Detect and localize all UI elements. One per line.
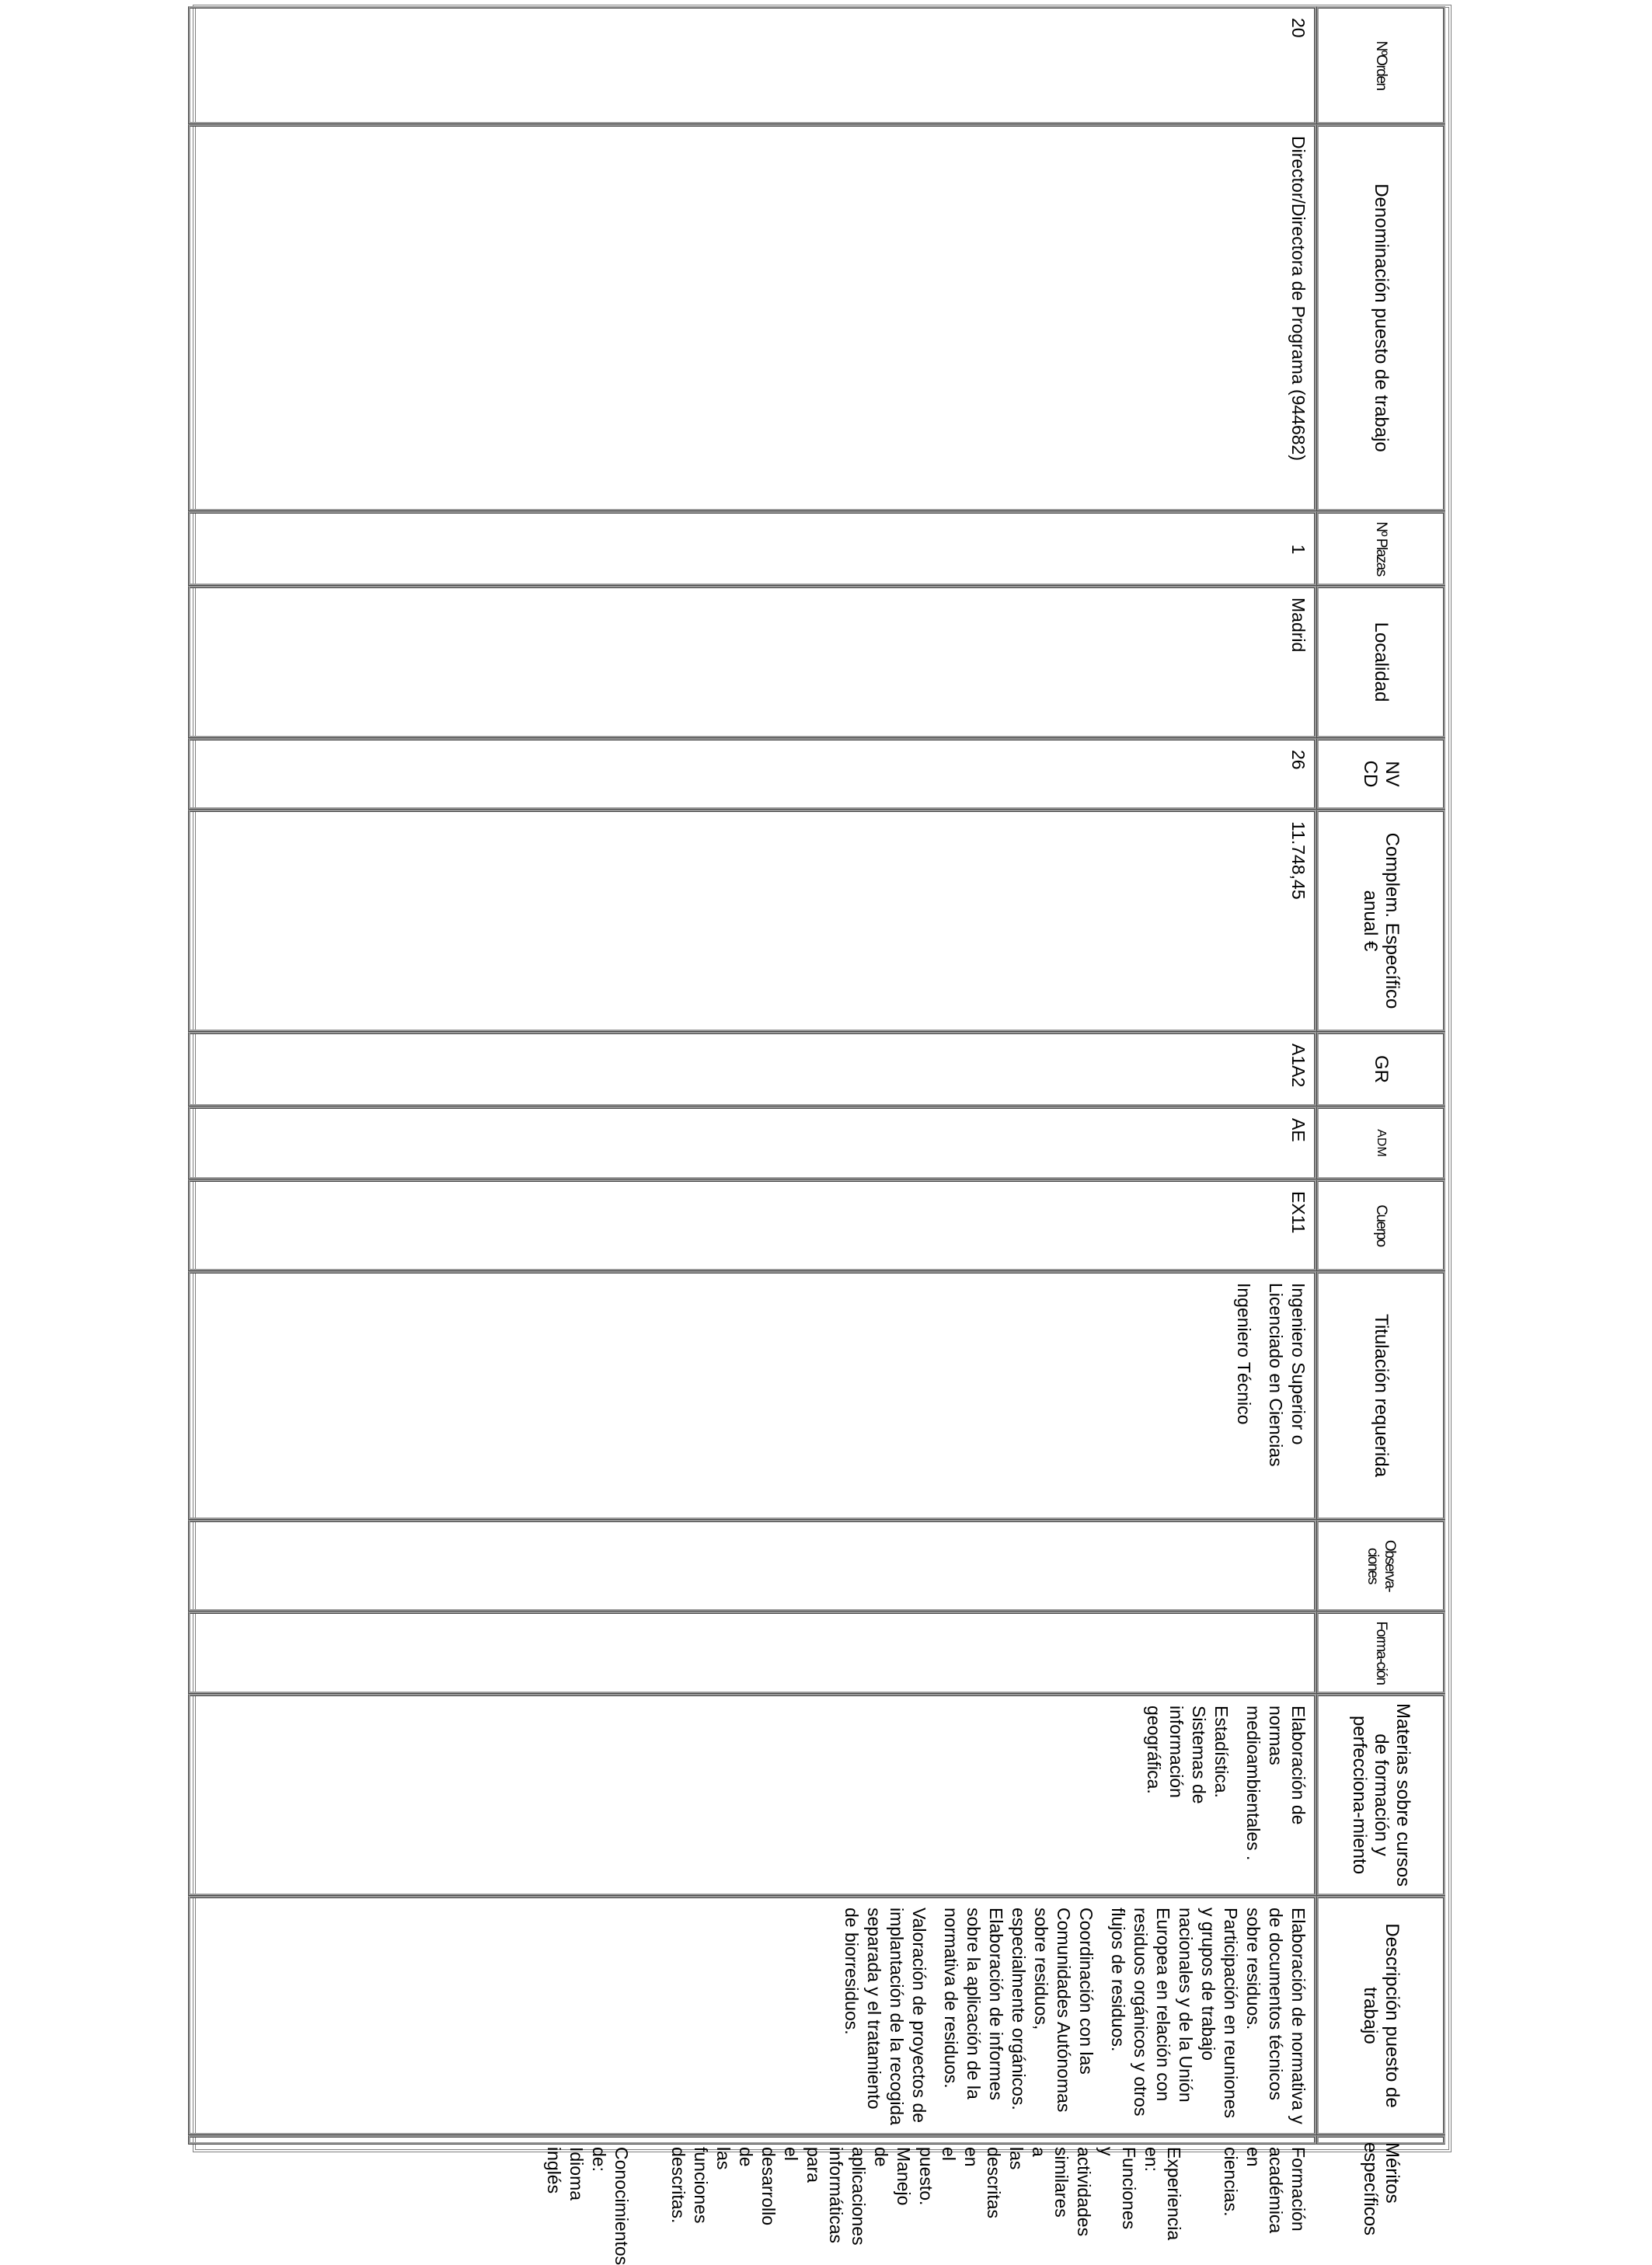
header-orden: NºOrden [1316,6,1445,124]
header-denominacion: Denominación puesto de trabajo [1316,124,1445,511]
header-formacion: Forma-ción [1316,1612,1445,1694]
cell-cuerpo: EX11 [188,1180,1316,1271]
descripcion-item: Coordinación con las Comunidades Autónomas sobre residuos, especialmente orgánicos. [1009,1908,1096,2113]
header-nv-cd: NV CD [1316,738,1445,810]
header-localidad: Localidad [1316,586,1445,738]
table-header-row [1316,6,1445,2145]
cell-meritos: Formación académica en ciencias. Experiencia en: Funciones y actividades similares a las descritas en el puesto. Manejo de aplicaciones informáticas para el desarrollo de las funciones descritas. Conocimientos de: Idioma inglés [188,2135,1316,2145]
header-adm: ADM [1316,1106,1445,1180]
header-plazas: Nº Plazas [1316,511,1445,586]
header-materias: Materias sobre cursos de formación y perfecciona-miento [1316,1694,1445,1896]
descripcion-item: Elaboración de normativa y de documentos técnicos sobre residuos. [1243,1908,1309,2124]
descripcion-item: Valoración de proyectos de implantación de la recogida separada y el tratamiento de biorresiduos. [842,1908,929,2126]
cell-observaciones [188,1520,1316,1612]
header-cuerpo: Cuerpo [1316,1180,1445,1271]
cell-denominacion: Director/Directora de Programa (944682) [188,124,1316,511]
descripcion-item: Elaboración de informes sobre la aplicación de la normativa de residuos. [941,1908,1006,2101]
titulacion-item: Ingeniero Técnico [1234,1283,1254,1425]
header-gr: GR [1316,1032,1445,1106]
titulacion-item: Ingeniero Superior o Licenciado en Ciencias [1266,1283,1309,1467]
descripcion-item: Participación en reuniones y grupos de trabajo nacionales y de la Unión Europea en relación con residuos orgánicos y otros flujos de residuos. [1108,1908,1241,2119]
cell-formacion [188,1612,1316,1694]
header-meritos: Méritos específicos [1316,2135,1445,2145]
materia-item: Elaboración de normas medioambientales . [1243,1706,1309,1861]
materia-item: Sistemas de información geográfica. [1144,1706,1209,1804]
header-titulacion: Titulación requerida [1316,1271,1445,1520]
materia-item: Estadística. [1211,1706,1232,1798]
cell-plazas: 1 [188,511,1316,586]
cell-materias [188,1694,1316,1896]
table-row [188,6,1316,2145]
header-descripcion: Descripción puesto de trabajo [1316,1896,1445,2135]
cell-titulacion [188,1271,1316,1520]
job-posts-table [188,6,1445,2265]
header-observaciones: Observa-ciones [1316,1520,1445,1612]
cell-adm: AE [188,1106,1316,1180]
cell-nv-cd: 26 [188,738,1316,810]
rotated-page [194,0,1453,2265]
cell-localidad: Madrid [188,586,1316,738]
header-complemento: Complem. Específico anual € [1316,810,1445,1032]
cell-complemento: 11.748,45 [188,810,1316,1032]
cell-gr: A1A2 [188,1032,1316,1106]
cell-descripcion [188,1896,1316,2135]
cell-orden: 20 [188,6,1316,124]
